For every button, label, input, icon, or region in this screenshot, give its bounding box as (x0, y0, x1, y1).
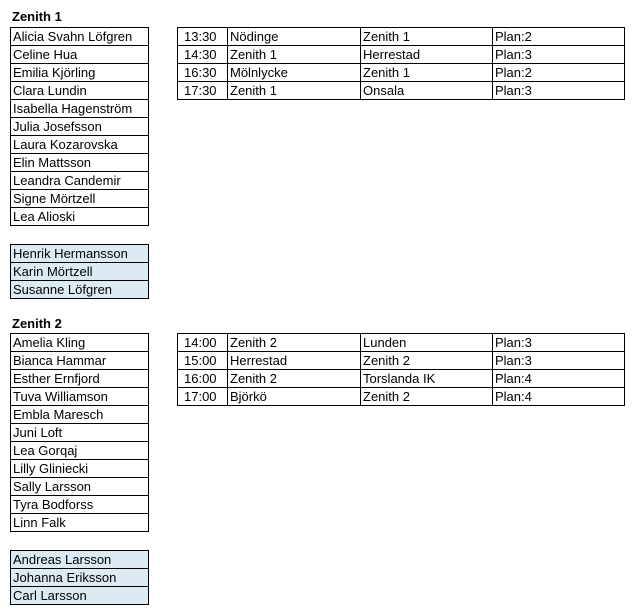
player-name: Celine Hua (11, 46, 149, 64)
game-pitch: Plan:4 (493, 370, 625, 388)
game-away: Zenith 2 (361, 352, 493, 370)
player-row (11, 136, 149, 154)
game-time: 16:00 (178, 370, 228, 388)
game-pitch: Plan:3 (493, 46, 625, 64)
player-list (10, 27, 149, 226)
player-row (11, 478, 149, 496)
player-name: Lilly Gliniecki (11, 460, 149, 478)
player-row (11, 496, 149, 514)
player-list (10, 333, 149, 532)
game-row (178, 334, 625, 352)
player-name: Sally Larsson (11, 478, 149, 496)
staff-row (11, 569, 149, 587)
game-pitch: Plan:3 (493, 82, 625, 100)
game-row (178, 46, 625, 64)
staff-row (11, 551, 149, 569)
player-name: Lea Gorqaj (11, 442, 149, 460)
game-home: Herrestad (228, 352, 361, 370)
staff-row (11, 245, 149, 263)
player-row (11, 64, 149, 82)
team-title: Zenith 2 (12, 316, 62, 331)
staff-name: Carl Larsson (11, 587, 149, 605)
game-home: Nödinge (228, 28, 361, 46)
staff-list (10, 550, 149, 605)
player-name: Linn Falk (11, 514, 149, 532)
staff-name: Johanna Eriksson (11, 569, 149, 587)
game-time: 16:30 (178, 64, 228, 82)
player-row (11, 406, 149, 424)
game-time: 15:00 (178, 352, 228, 370)
game-away: Onsala (361, 82, 493, 100)
game-away: Zenith 1 (361, 64, 493, 82)
game-away: Herrestad (361, 46, 493, 64)
player-name: Esther Ernfjord (11, 370, 149, 388)
game-home: Zenith 2 (228, 370, 361, 388)
player-name: Lea Alioski (11, 208, 149, 226)
game-home: Zenith 2 (228, 334, 361, 352)
staff-row (11, 263, 149, 281)
player-row (11, 208, 149, 226)
player-row (11, 442, 149, 460)
game-schedule (177, 333, 625, 406)
staff-name: Susanne Löfgren (11, 281, 149, 299)
player-name: Clara Lundin (11, 82, 149, 100)
game-row (178, 388, 625, 406)
player-row (11, 514, 149, 532)
player-row (11, 46, 149, 64)
game-row (178, 28, 625, 46)
player-name: Julia Josefsson (11, 118, 149, 136)
game-time: 17:00 (178, 388, 228, 406)
staff-name: Karin Mörtzell (11, 263, 149, 281)
player-name: Isabella Hagenström (11, 100, 149, 118)
game-schedule (177, 27, 625, 100)
player-row (11, 82, 149, 100)
player-row (11, 424, 149, 442)
game-pitch: Plan:3 (493, 352, 625, 370)
game-pitch: Plan:2 (493, 28, 625, 46)
game-away: Torslanda IK (361, 370, 493, 388)
player-row (11, 154, 149, 172)
player-name: Emilia Kjörling (11, 64, 149, 82)
game-row (178, 352, 625, 370)
game-home: Zenith 1 (228, 82, 361, 100)
game-home: Zenith 1 (228, 46, 361, 64)
team-title: Zenith 1 (12, 9, 62, 24)
staff-name: Henrik Hermansson (11, 245, 149, 263)
player-name: Amelia Kling (11, 334, 149, 352)
player-row (11, 370, 149, 388)
player-name: Tuva Williamson (11, 388, 149, 406)
game-time: 14:30 (178, 46, 228, 64)
player-row (11, 118, 149, 136)
player-name: Laura Kozarovska (11, 136, 149, 154)
player-row (11, 100, 149, 118)
staff-row (11, 587, 149, 605)
game-pitch: Plan:2 (493, 64, 625, 82)
game-pitch: Plan:4 (493, 388, 625, 406)
player-row (11, 352, 149, 370)
game-home: Mölnlycke (228, 64, 361, 82)
staff-list (10, 244, 149, 299)
game-away: Zenith 2 (361, 388, 493, 406)
game-pitch: Plan:3 (493, 334, 625, 352)
game-row (178, 82, 625, 100)
game-time: 17:30 (178, 82, 228, 100)
game-row (178, 370, 625, 388)
game-time: 13:30 (178, 28, 228, 46)
player-row (11, 334, 149, 352)
player-name: Alicia Svahn Löfgren (11, 28, 149, 46)
player-row (11, 28, 149, 46)
game-away: Lunden (361, 334, 493, 352)
player-name: Bianca Hammar (11, 352, 149, 370)
staff-row (11, 281, 149, 299)
player-row (11, 388, 149, 406)
player-name: Leandra Candemir (11, 172, 149, 190)
player-row (11, 460, 149, 478)
game-home: Björkö (228, 388, 361, 406)
game-time: 14:00 (178, 334, 228, 352)
player-name: Tyra Bodforss (11, 496, 149, 514)
game-row (178, 64, 625, 82)
game-away: Zenith 1 (361, 28, 493, 46)
player-name: Signe Mörtzell (11, 190, 149, 208)
player-row (11, 190, 149, 208)
player-name: Embla Maresch (11, 406, 149, 424)
player-name: Juni Loft (11, 424, 149, 442)
player-name: Elin Mattsson (11, 154, 149, 172)
staff-name: Andreas Larsson (11, 551, 149, 569)
player-row (11, 172, 149, 190)
